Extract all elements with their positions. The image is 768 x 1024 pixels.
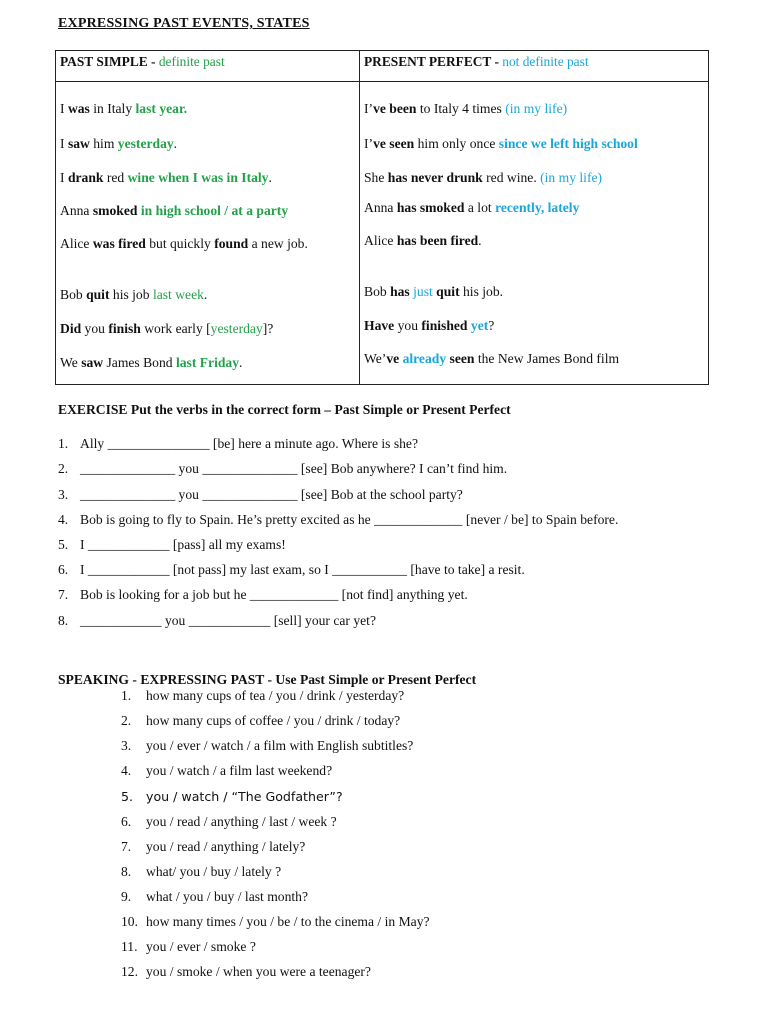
speaking-text: you / watch / a film last weekend? [146,763,333,778]
exercise-heading: EXERCISE Put the verbs in the correct form – Past Simple or Present Perfect [58,402,511,417]
example-segment: has [390,284,410,299]
exercise-number: 7. [58,587,69,602]
speaking-text: how many cups of coffee / you / drink / today? [146,713,401,728]
example-segment: ve been [373,101,417,116]
speaking-number: 7. [121,839,132,854]
speaking-text: you / ever / watch / a film with English subtitles? [146,738,414,753]
right-example-8 [364,351,619,367]
left-example-3 [60,170,272,186]
comparison-table [55,50,709,385]
exercise-text: ____________ you ____________ [sell] your car yet? [80,613,376,628]
example-segment: Did [60,321,82,336]
example-segment: but quickly [145,236,215,251]
left-example-7 [60,321,273,337]
example-segment: yesterday [210,321,263,336]
example-segment: last week [152,287,204,302]
present-perfect-header-label: PRESENT PERFECT - [364,54,503,69]
left-example-5 [60,236,308,252]
left-example-6 [60,287,207,303]
example-segment: We [60,355,82,370]
left-example-2 [60,136,177,152]
exercise-item [58,461,507,477]
present-perfect-header [364,54,589,70]
speaking-number: 6. [121,814,132,829]
exercise-item [58,487,463,503]
speaking-item [121,763,332,779]
example-segment: was [67,101,90,116]
example-segment: I [60,101,68,116]
example-segment: yesterday [117,136,174,151]
exercise-item [58,562,525,578]
example-segment: last Friday [175,355,240,370]
left-example-4 [60,203,288,219]
speaking-text: you / read / anything / last / week ? [146,814,337,829]
example-segment: I’ [364,101,374,116]
example-segment: (in my life) [540,170,603,185]
speaking-item [121,964,371,980]
right-example-6 [364,284,503,300]
header-divider [56,81,708,82]
speaking-item [121,939,256,955]
example-segment: Anna [60,203,93,218]
example-segment: found [214,236,249,251]
speaking-number: 8. [121,864,132,879]
exercise-item [58,587,468,603]
speaking-text: you / read / anything / lately? [146,839,306,854]
example-segment: last year. [135,101,188,116]
example-segment: quit [436,284,460,299]
example-segment: We’ [364,351,387,366]
example-segment: his job. [459,284,504,299]
example-segment: in high school / at a party [140,203,289,218]
right-example-5 [364,233,482,249]
example-segment: . [239,355,243,370]
speaking-text: you / ever / smoke ? [146,939,256,954]
speaking-number: 9. [121,889,132,904]
right-example-4 [364,200,579,216]
example-segment: was fired [92,236,146,251]
exercise-text: Bob is looking for a job but he _____________ [not find] anything yet. [80,587,468,602]
exercise-text: I ____________ [pass] all my exams! [80,537,286,552]
example-segment: Alice [60,236,93,251]
right-example-1 [364,101,567,117]
speaking-item [121,814,337,830]
speaking-item [121,713,400,729]
example-segment: you [394,318,422,333]
example-segment: I’ [364,136,374,151]
example-segment: Alice [364,233,397,248]
speaking-number: 4. [121,763,132,778]
example-segment: red wine. [482,170,541,185]
example-segment: to Italy 4 times [416,101,506,116]
left-example-1 [60,101,187,117]
speaking-number: 10. [121,914,138,929]
example-segment: has never drunk [387,170,483,185]
past-simple-header [60,54,225,70]
example-segment: ? [488,318,495,333]
speaking-item [121,839,305,855]
present-perfect-header-sub: not definite past [502,54,589,69]
example-segment: saw [67,136,90,151]
example-segment: ]? [262,321,274,336]
example-segment: drank [67,170,104,185]
exercise-item [58,613,376,629]
example-segment: finished [421,318,468,333]
example-segment: his job [109,287,153,302]
example-segment: a new job. [248,236,308,251]
speaking-item [121,688,404,704]
past-simple-header-label: PAST SIMPLE - [60,54,159,69]
exercise-number: 4. [58,512,69,527]
example-segment: quit [86,287,110,302]
column-divider [359,51,360,384]
example-segment: ve seen [373,136,415,151]
example-segment: has smoked [396,200,465,215]
exercise-text: ______________ you ______________ [see] Bob anywhere? I can’t find him. [80,461,508,476]
example-segment: wine when I was in Italy [127,170,269,185]
page-title: EXPRESSING PAST EVENTS, STATES [58,16,310,31]
example-segment: work early [ [140,321,211,336]
example-segment: . [203,287,208,302]
example-segment: yet [470,318,489,333]
speaking-text: what/ you / buy / lately ? [146,864,282,879]
exercise-text: ______________ you ______________ [see] Bob at the school party? [80,487,463,502]
speaking-text: how many times / you / be / to the cinema / in May? [146,914,430,929]
example-segment: . [268,170,272,185]
example-segment: smoked [92,203,138,218]
speaking-text: you / watch / “The Godfather”? [146,789,343,804]
exercise-text: I ____________ [not pass] my last exam, so I ___________ [have to take] a resit. [80,562,525,577]
left-example-8 [60,355,242,371]
past-simple-header-sub: definite past [158,54,225,69]
example-segment: red [103,170,128,185]
example-segment: him [89,136,118,151]
speaking-number: 5. [121,789,134,804]
speaking-item [121,889,308,905]
right-example-7 [364,318,494,334]
speaking-item [121,738,413,754]
exercise-text: Ally _______________ [be] here a minute ago. Where is she? [80,436,418,451]
exercise-item [58,512,618,528]
example-segment: I [60,136,68,151]
example-segment: She [364,170,388,185]
exercise-number: 3. [58,487,69,502]
example-segment: . [478,233,482,248]
exercise-number: 1. [58,436,69,451]
example-segment: since we left high school [498,136,638,151]
right-example-2 [364,136,638,152]
example-segment: in Italy [89,101,136,116]
speaking-number: 12. [121,964,138,979]
speaking-number: 3. [121,738,132,753]
speaking-text: you / smoke / when you were a teenager? [146,964,371,979]
example-segment: I [60,170,68,185]
exercise-number: 2. [58,461,69,476]
example-segment: Bob [364,284,391,299]
example-segment: the New James Bond film [474,351,620,366]
example-segment: recently, lately [495,200,580,215]
example-segment: Anna [364,200,397,215]
example-segment: ve [386,351,400,366]
exercise-text: Bob is going to fly to Spain. He’s pretty excited as he _____________ [never / be] to Spain before. [80,512,619,527]
speaking-item [121,914,430,930]
speaking-text: how many cups of tea / you / drink / yesterday? [146,688,405,703]
speaking-text: what / you / buy / last month? [146,889,308,904]
speaking-number: 1. [121,688,132,703]
speaking-item [121,864,281,880]
exercise-number: 5. [58,537,69,552]
example-segment: has been fired [396,233,479,248]
speaking-item [121,789,343,804]
speaking-number: 2. [121,713,132,728]
example-segment: already [402,351,447,366]
right-example-3 [364,170,602,186]
example-segment: Have [364,318,395,333]
example-segment: finish [108,321,141,336]
exercise-number: 6. [58,562,69,577]
example-segment: . [173,136,178,151]
example-segment: you [81,321,109,336]
example-segment: him only once [414,136,499,151]
exercise-item [58,436,418,452]
speaking-heading: SPEAKING - EXPRESSING PAST - Use Past Simple or Present Perfect [58,672,477,687]
example-segment: Bob [60,287,87,302]
example-segment: (in my life) [505,101,568,116]
example-segment: James Bond [103,355,176,370]
exercise-item [58,537,286,553]
example-segment: seen [449,351,475,366]
example-segment: saw [81,355,104,370]
example-segment: a lot [464,200,496,215]
example-segment: just [413,284,433,299]
exercise-number: 8. [58,613,69,628]
speaking-number: 11. [121,939,138,954]
